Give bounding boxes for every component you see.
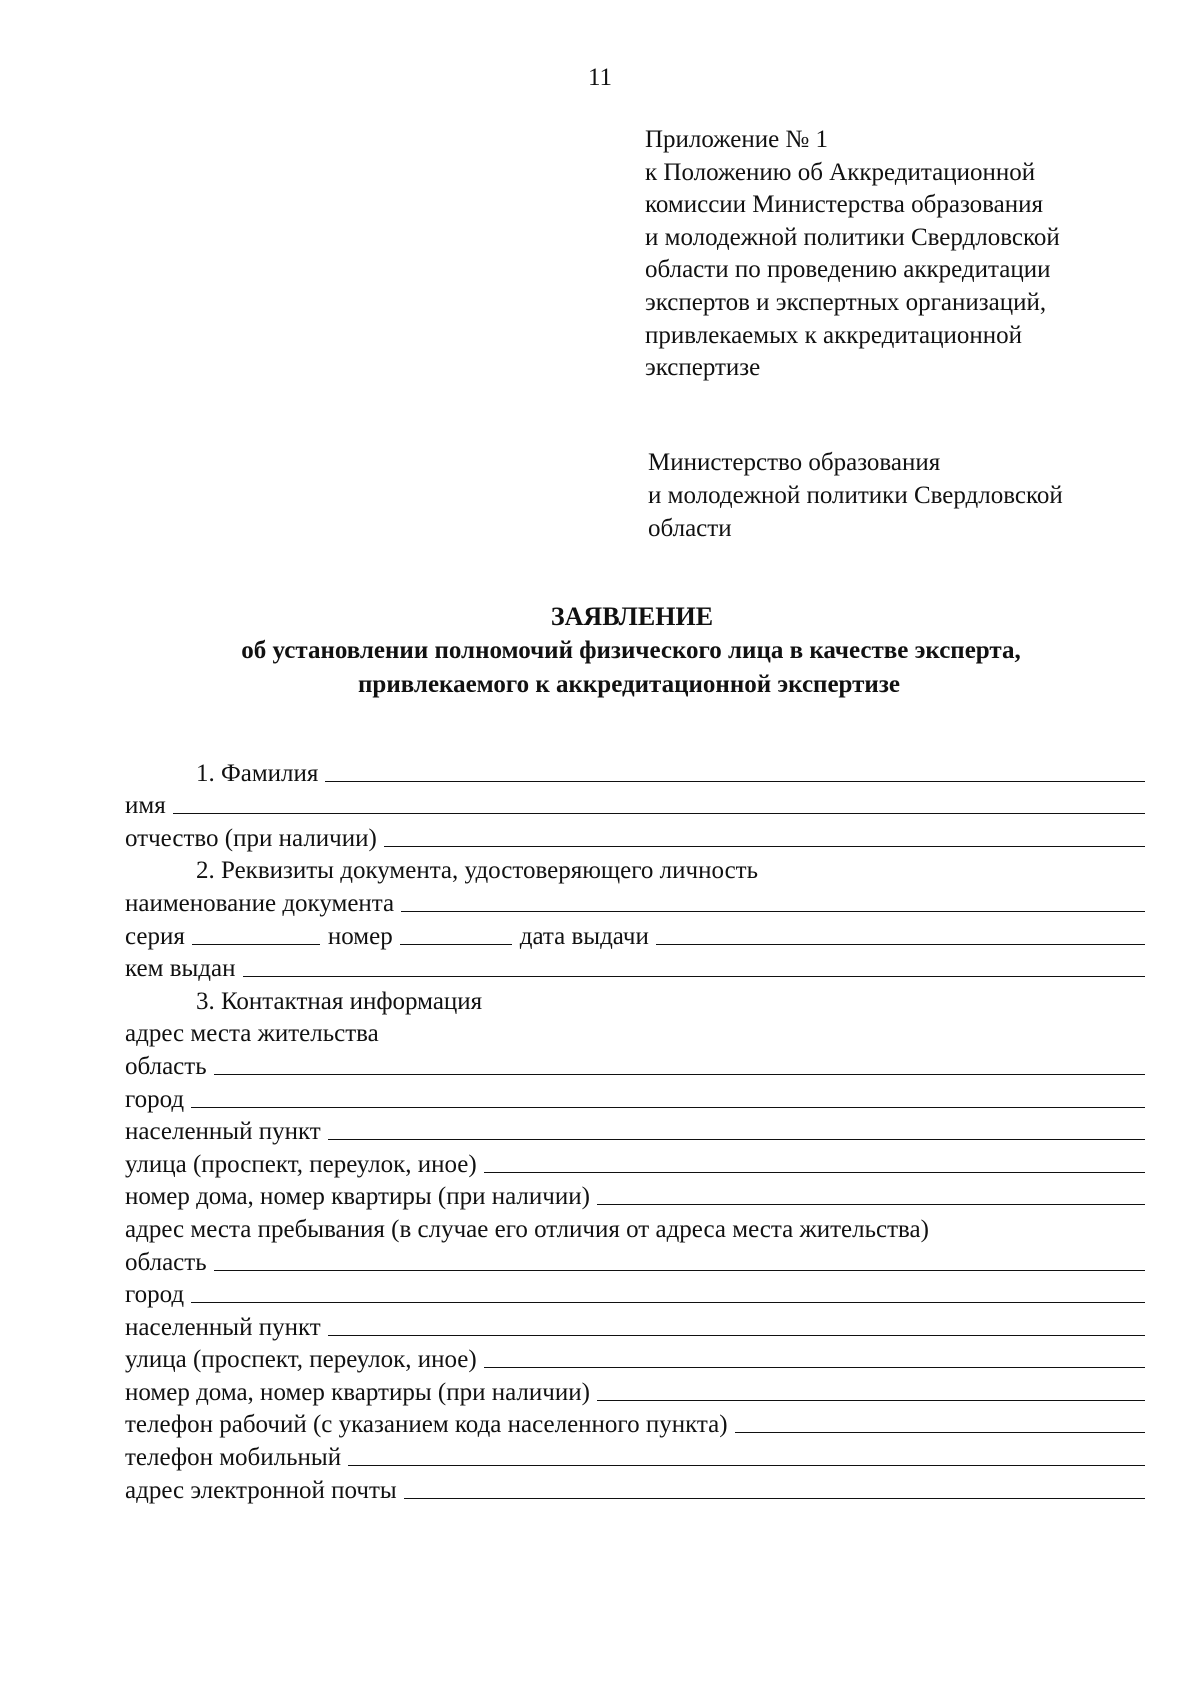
number-label: номер	[327, 922, 393, 950]
stay-locality-field[interactable]	[328, 1335, 1145, 1336]
form-row-stay-region	[125, 1244, 1145, 1277]
addressee-line: Министерство образования	[648, 449, 941, 476]
stay-locality-label: населенный пункт	[125, 1313, 321, 1341]
residence-address-heading-row	[125, 1016, 1145, 1049]
residence-locality-label: населенный пункт	[125, 1118, 321, 1146]
form-row-residence-locality	[125, 1114, 1145, 1147]
mobile-phone-field[interactable]	[348, 1465, 1145, 1466]
stay-house-label: номер дома, номер квартиры (при наличии)	[125, 1378, 590, 1406]
application-form	[125, 755, 1145, 1505]
form-row-stay-street	[125, 1342, 1145, 1375]
document-title	[0, 600, 1200, 702]
patronymic-label: отчество (при наличии)	[125, 824, 377, 852]
appendix-reference	[645, 124, 1165, 385]
series-label: серия	[125, 922, 185, 950]
appendix-line: и молодежной политики Свердловской	[645, 223, 1060, 251]
appendix-line: к Положению об Аккредитационной	[645, 158, 1036, 186]
issue-date-label: дата выдачи	[519, 922, 649, 950]
appendix-line: комиссии Министерства образования	[645, 191, 1043, 219]
appendix-line: привлекаемых к аккредитационной	[645, 321, 1023, 349]
issue-date-field[interactable]	[656, 944, 1145, 945]
form-row-stay-city	[125, 1277, 1145, 1310]
residence-house-field[interactable]	[597, 1204, 1145, 1205]
form-row-stay-locality	[125, 1309, 1145, 1342]
stay-region-field[interactable]	[214, 1270, 1145, 1271]
patronymic-field[interactable]	[384, 846, 1145, 847]
residence-region-label: область	[125, 1052, 207, 1080]
addressee-block	[648, 446, 1168, 545]
addressee-line: и молодежной политики Свердловской	[648, 482, 1063, 509]
section-3-heading: 3. Контактная информация	[196, 987, 483, 1015]
form-row-residence-city	[125, 1081, 1145, 1114]
form-row-mobile-phone	[125, 1439, 1145, 1472]
stay-address-heading: адрес места пребывания (в случае его отличия от адреса места жительства)	[125, 1215, 929, 1243]
appendix-line: Приложение № 1	[645, 126, 829, 153]
surname-label: 1. Фамилия	[196, 759, 319, 787]
appendix-line: экспертов и экспертных организаций,	[645, 288, 1047, 316]
residence-region-field[interactable]	[214, 1074, 1145, 1075]
section-2-heading: 2. Реквизиты документа, удостоверяющего личность	[196, 857, 758, 885]
residence-city-label: город	[125, 1085, 185, 1113]
name-field[interactable]	[173, 813, 1145, 814]
residence-address-heading: адрес места жительства	[125, 1020, 379, 1048]
appendix-line: области по проведению аккредитации	[645, 256, 1051, 284]
form-row-series-number-date	[125, 918, 1145, 951]
number-field[interactable]	[400, 944, 512, 945]
residence-house-label: номер дома, номер квартиры (при наличии)	[125, 1183, 590, 1211]
document-name-label: наименование документа	[125, 889, 395, 917]
form-row-email	[125, 1472, 1145, 1505]
stay-city-label: город	[125, 1281, 185, 1309]
email-label: адрес электронной почты	[125, 1476, 397, 1504]
work-phone-field[interactable]	[735, 1432, 1145, 1433]
stay-city-field[interactable]	[191, 1302, 1145, 1303]
issued-by-label: кем выдан	[125, 955, 236, 983]
issued-by-field[interactable]	[243, 976, 1146, 977]
title-subtitle-line-2: привлекаемого к аккредитационной экспертизе	[358, 671, 900, 698]
mobile-phone-label: телефон мобильный	[125, 1444, 342, 1472]
residence-street-label: улица (проспект, переулок, иное)	[125, 1150, 477, 1178]
section-2-heading-row	[125, 853, 1145, 886]
form-row-name	[125, 788, 1145, 821]
form-row-issued-by	[125, 951, 1145, 984]
name-label: имя	[125, 792, 166, 820]
form-row-residence-region	[125, 1048, 1145, 1081]
series-field[interactable]	[192, 944, 320, 945]
form-row-document-name	[125, 885, 1145, 918]
title-subtitle-line-1: об установлении полномочий физического лица в качестве эксперта,	[241, 637, 1021, 664]
residence-locality-field[interactable]	[328, 1139, 1145, 1140]
form-row-patronymic	[125, 820, 1145, 853]
stay-house-field[interactable]	[597, 1400, 1145, 1401]
stay-region-label: область	[125, 1248, 207, 1276]
document-name-field[interactable]	[401, 911, 1145, 912]
stay-street-field[interactable]	[484, 1367, 1145, 1368]
addressee-line: области	[648, 515, 732, 542]
form-row-residence-house	[125, 1179, 1145, 1212]
email-field[interactable]	[404, 1498, 1145, 1499]
residence-city-field[interactable]	[191, 1107, 1145, 1108]
form-row-surname	[125, 755, 1145, 788]
stay-address-heading-row	[125, 1211, 1145, 1244]
stay-street-label: улица (проспект, переулок, иное)	[125, 1346, 477, 1374]
form-row-work-phone	[125, 1407, 1145, 1440]
section-3-heading-row	[125, 983, 1145, 1016]
surname-field[interactable]	[325, 781, 1145, 782]
page-number: 11	[587, 64, 613, 91]
work-phone-label: телефон рабочий (с указанием кода населенного пункта)	[125, 1411, 728, 1439]
residence-street-field[interactable]	[484, 1172, 1145, 1173]
form-row-stay-house	[125, 1374, 1145, 1407]
title-main: ЗАЯВЛЕНИЕ	[550, 602, 714, 631]
appendix-line: экспертизе	[645, 354, 761, 382]
form-row-residence-street	[125, 1146, 1145, 1179]
